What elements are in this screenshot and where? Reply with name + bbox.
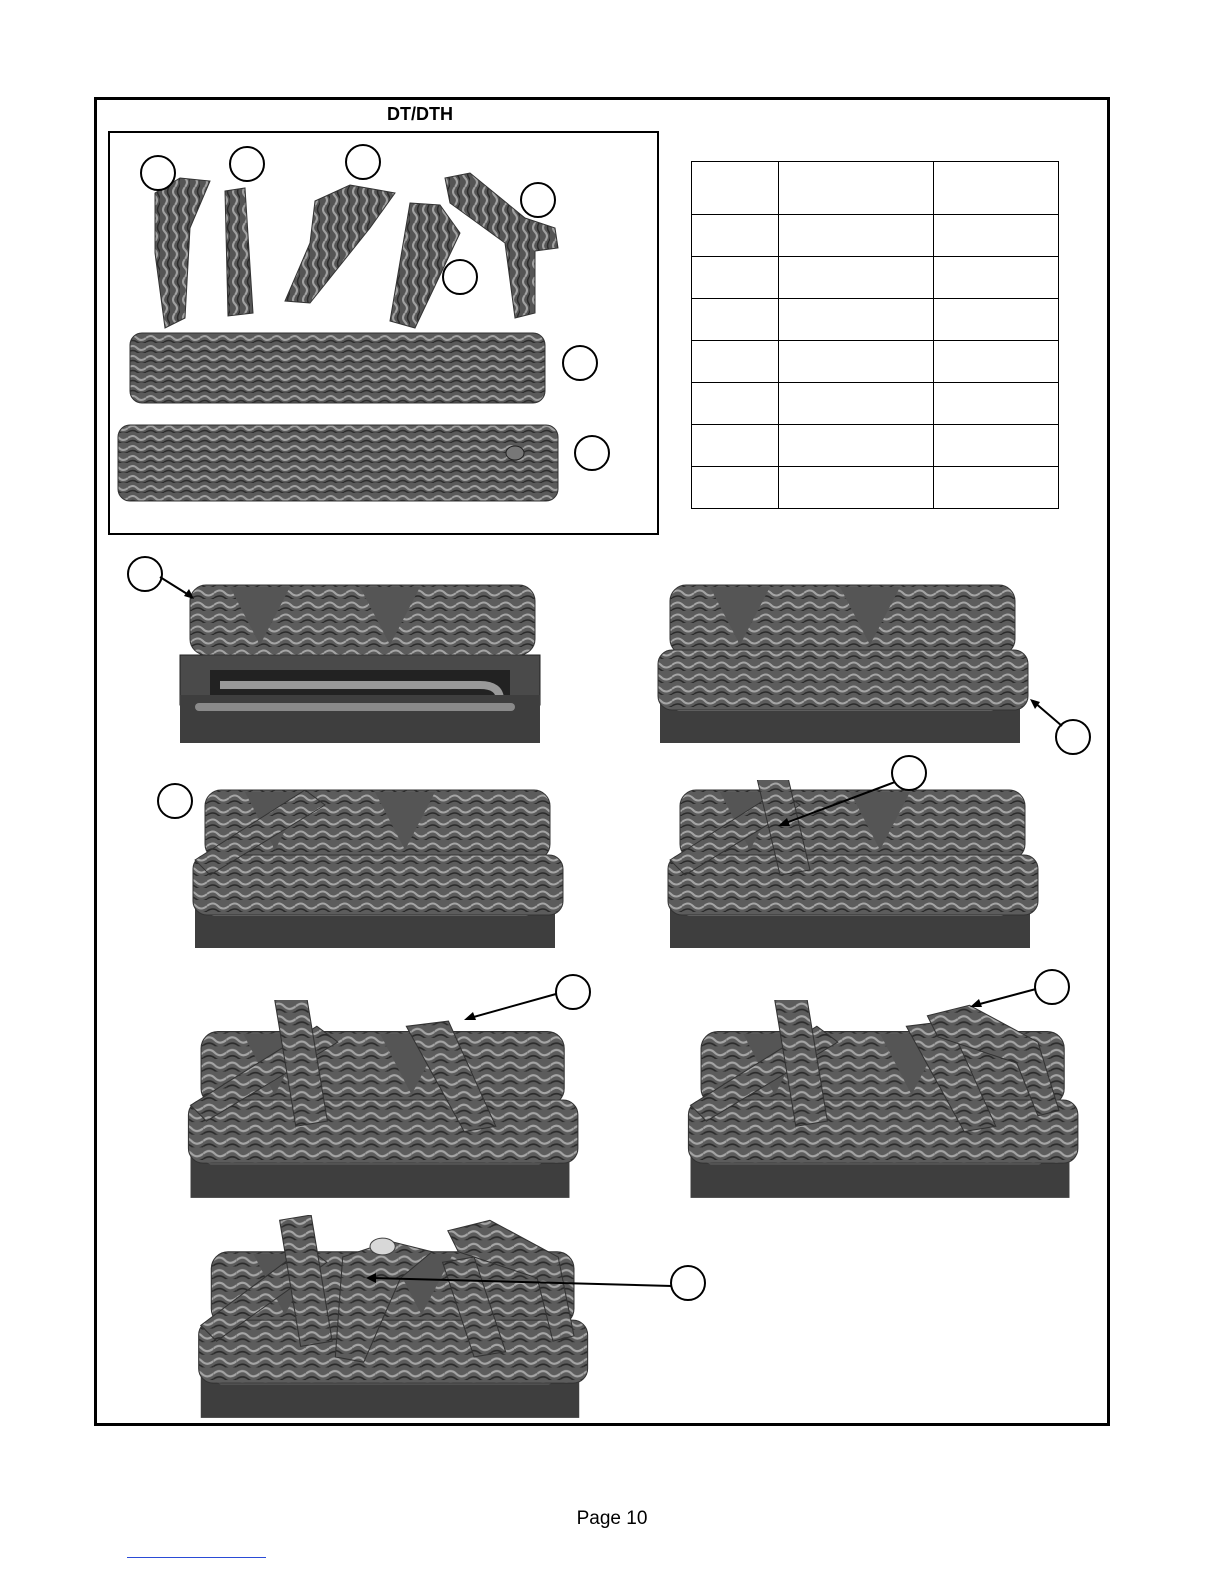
step-5-photo [180, 1000, 580, 1200]
footer-rule [127, 1557, 266, 1558]
arrow-icon [1028, 698, 1064, 728]
table-row [692, 257, 1059, 299]
table-row [692, 215, 1059, 257]
arrow-icon [968, 985, 1040, 1011]
table-row [692, 383, 1059, 425]
table-row [692, 341, 1059, 383]
callout-circle-icon [562, 345, 598, 381]
parts-table [691, 161, 1059, 509]
callout-circle-icon [520, 182, 556, 218]
log-kit-pieces [110, 133, 657, 533]
callout-circle-icon [670, 1265, 706, 1301]
callout-circle-icon [555, 974, 591, 1010]
callout-circle-icon [140, 155, 176, 191]
callout-circle-icon [345, 144, 381, 180]
log-piece-2 [225, 188, 253, 316]
table-row [692, 162, 1059, 215]
page-number: Page 10 [576, 1508, 648, 1529]
callout-circle-icon [574, 435, 610, 471]
callout-circle-icon [229, 146, 265, 182]
log-piece-3 [285, 185, 395, 303]
callout-circle-icon [442, 259, 478, 295]
table-row [692, 467, 1059, 509]
long-log-rear [130, 333, 545, 403]
figure-title: DT/DTH [387, 104, 453, 124]
table-row [692, 299, 1059, 341]
log-piece-1 [155, 178, 210, 328]
step-1-photo [160, 575, 560, 745]
arrow-icon [460, 990, 560, 1025]
long-log-front [118, 425, 558, 501]
arrow-icon [364, 1270, 674, 1290]
table-row [692, 425, 1059, 467]
arrow-icon [158, 575, 198, 605]
step-2-photo [640, 575, 1040, 745]
arrow-icon [775, 780, 900, 830]
callout-circle-icon [157, 783, 193, 819]
step-7-photo [190, 1215, 590, 1420]
step-3-photo [175, 780, 575, 950]
step-6-photo [680, 1000, 1080, 1200]
